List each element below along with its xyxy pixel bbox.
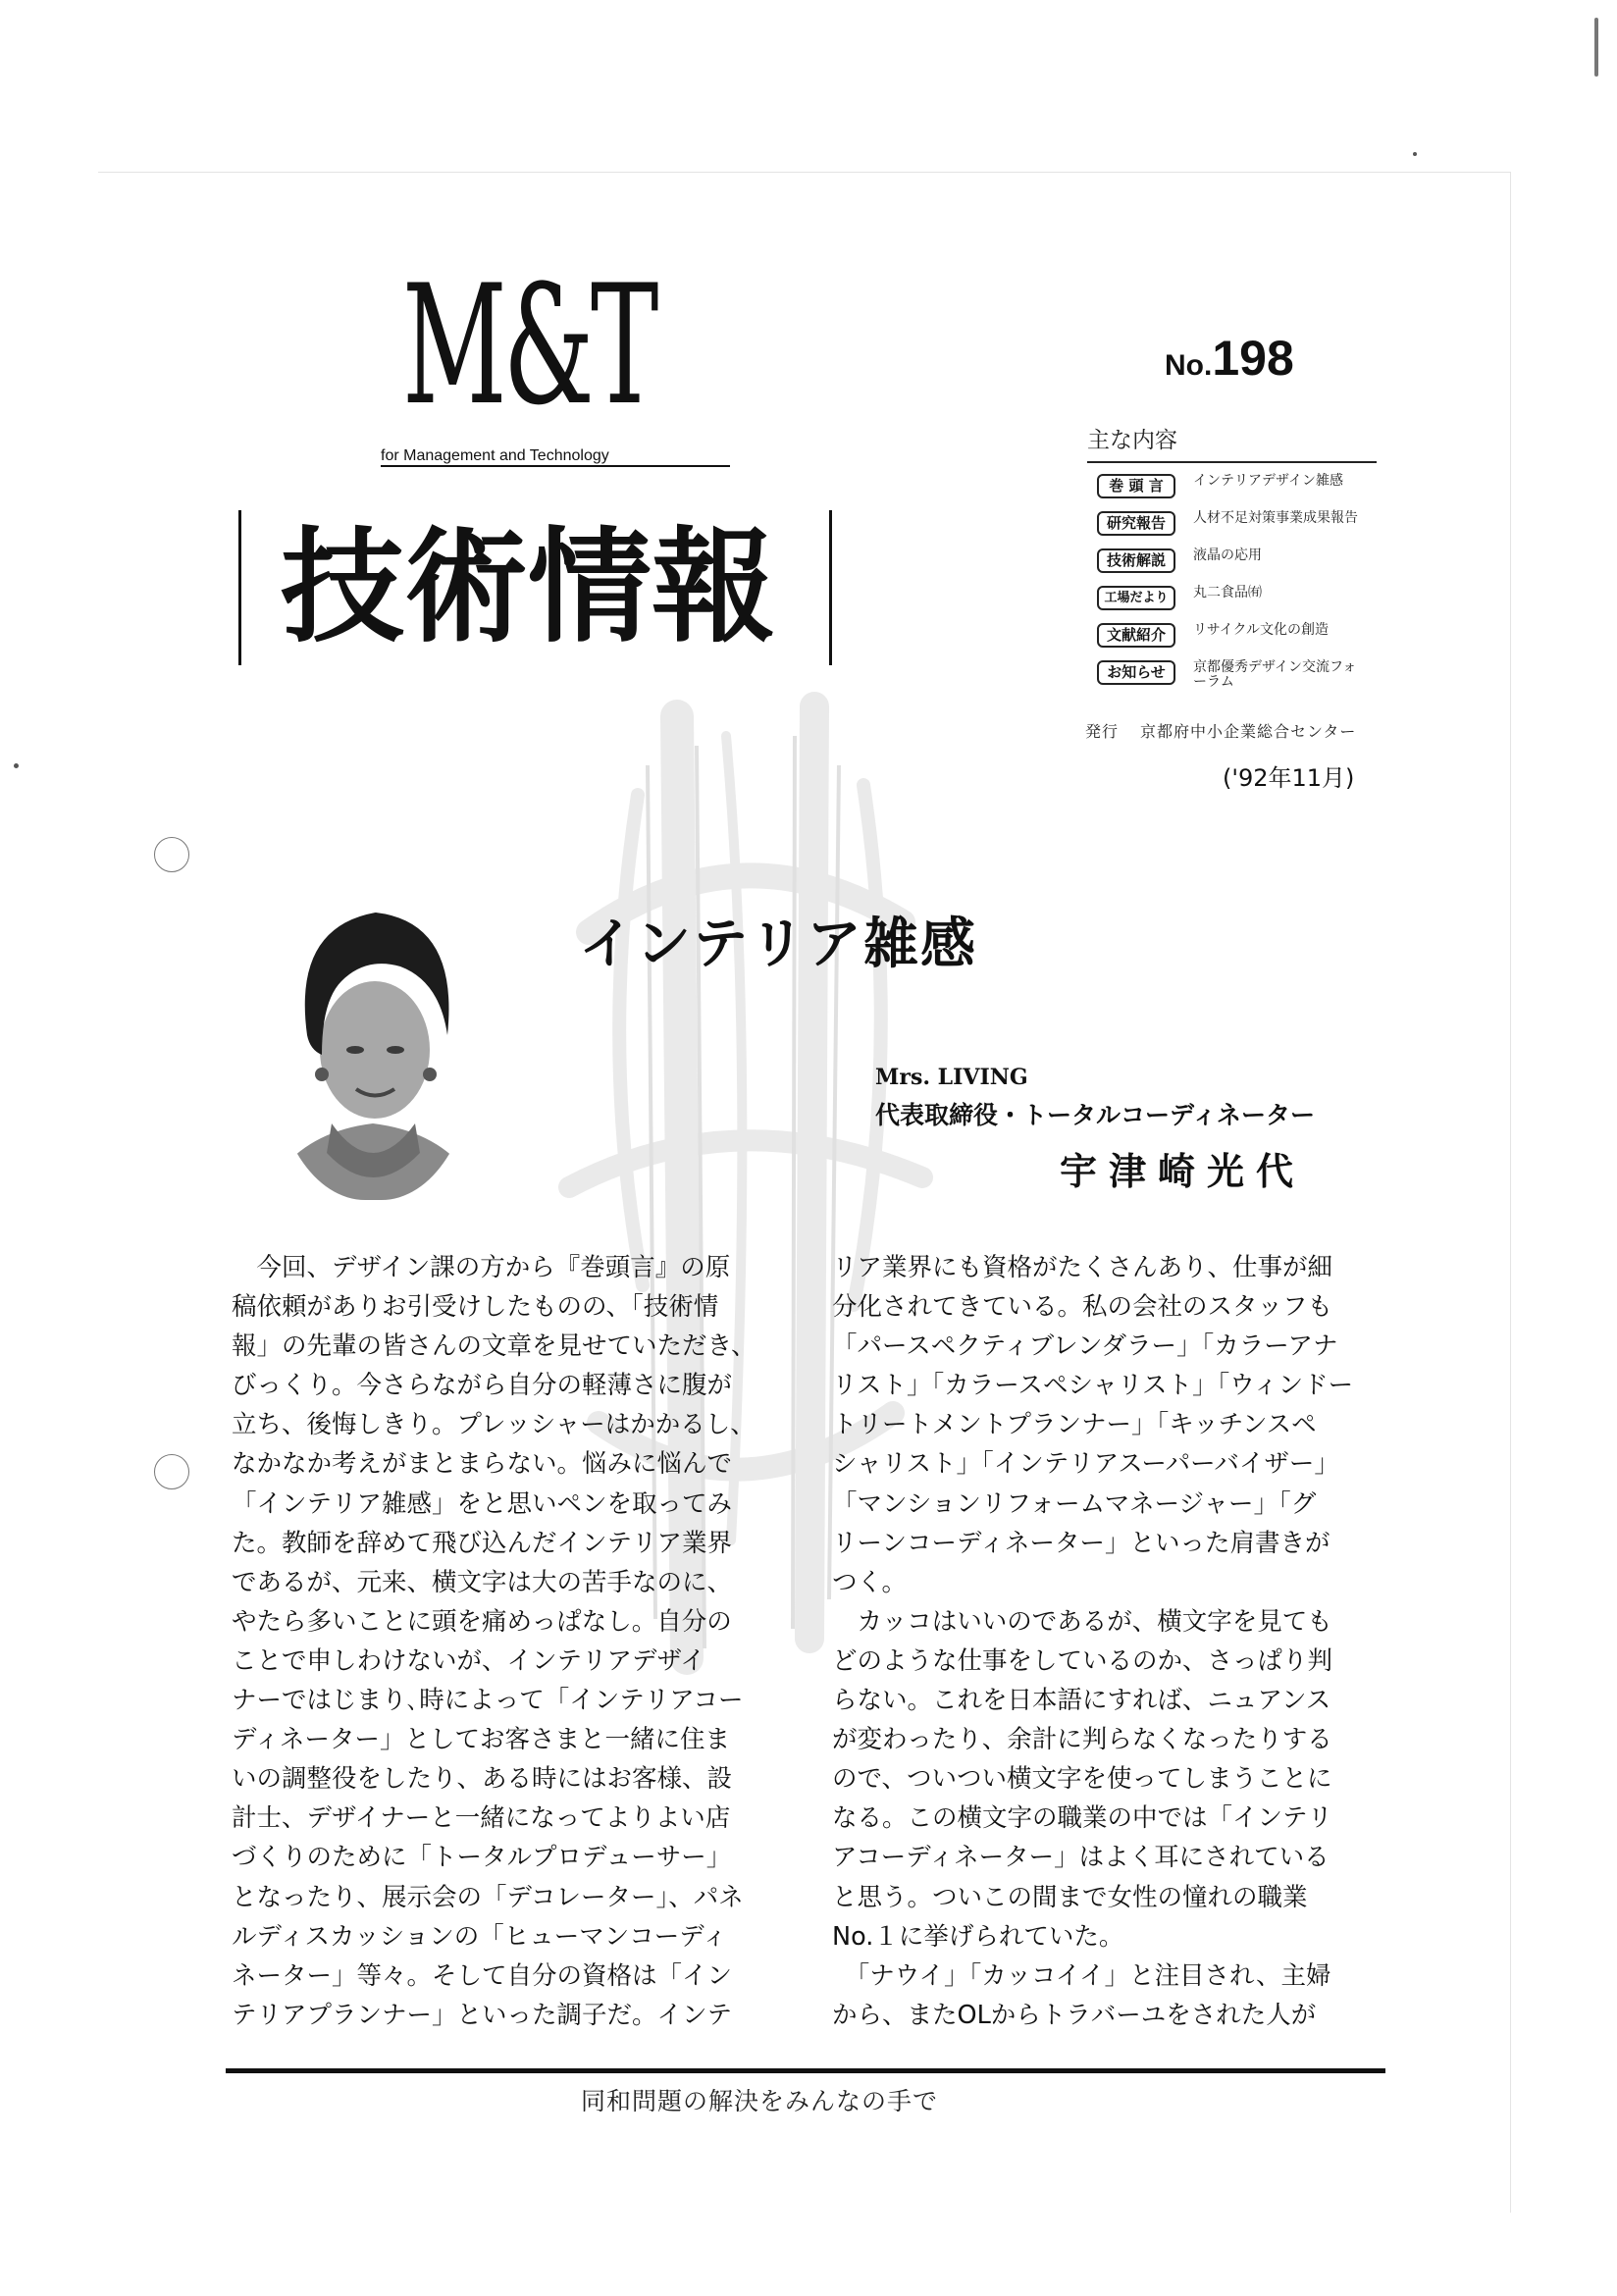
article-line: となったり、展示会の「デコレーター」、パネ: [232, 1882, 744, 1912]
contents-text: 丸二食品㈲: [1193, 585, 1262, 600]
article-line: 今回、デザイン課の方から『巻頭言』の原: [232, 1253, 731, 1282]
publisher-label: 発行: [1085, 722, 1120, 741]
article-line: なかなか考えがまとまらない。悩みに悩んで: [232, 1449, 733, 1480]
contents-item: [1097, 511, 1382, 545]
article-line: トリートメントプランナー」「キッチンスペ: [832, 1410, 1317, 1440]
publication-title-box: [238, 510, 832, 665]
article-line: らない。これを日本語にすれば、ニュアンス: [832, 1686, 1331, 1716]
issue-number: [1165, 330, 1294, 387]
scan-speck: [1594, 18, 1598, 77]
article-line: カッコはいいのであるが、横文字を見ても: [832, 1606, 1332, 1637]
article-line: なる。この横文字の職業の中では「インテリ: [832, 1803, 1333, 1834]
contents-item: [1097, 548, 1382, 582]
article-line: テリアプランナー」といった調子だ。インテ: [232, 2000, 733, 2030]
article-line: 報」の先輩の皆さんの文章を見せていただき、: [232, 1331, 756, 1362]
contents-item: [1097, 586, 1382, 619]
article-line: どのような仕事をしているのか、さっぱり判: [832, 1645, 1333, 1676]
publisher-line: [1085, 719, 1356, 742]
article-line: ルディスカッションの「ヒューマンコーディ: [232, 1921, 728, 1952]
article-line: 「インテリア雑感」をと思いペンを取ってみ: [232, 1488, 733, 1519]
article-line: から、またOLからトラバーユをされた人が: [832, 2000, 1317, 2030]
masthead-logo: [381, 249, 726, 474]
article-line: リーンコーディネーター」といった肩書きが: [832, 1528, 1330, 1558]
contents-item: [1097, 474, 1382, 507]
contents-tag: 文献紹介: [1097, 623, 1175, 648]
footer-divider: [226, 2068, 1385, 2073]
author-portrait: [273, 888, 474, 1200]
article-line: リスト」「カラースペシャリスト」「ウィンドー: [832, 1371, 1354, 1401]
article-line: アコーディネーター」はよく耳にされている: [832, 1843, 1330, 1873]
article-line: ナーではじまり､時によって「インテリアコー: [232, 1686, 744, 1716]
publication-title: 技術情報: [281, 515, 775, 659]
contents-text: リサイクル文化の創造: [1193, 622, 1330, 638]
issue-date: ('92年11月): [1223, 764, 1355, 792]
author-name: 宇津崎光代: [1060, 1150, 1306, 1193]
contents-text: 液晶の応用: [1193, 548, 1262, 563]
binder-hole: [154, 1454, 189, 1489]
article-line: 「マンションリフォームマネージャー」「グ: [832, 1488, 1317, 1519]
contents-tag: 巻 頭 言: [1097, 474, 1175, 498]
article-column-left: [232, 1248, 801, 2035]
issue-no-value: 198: [1212, 331, 1294, 386]
article-line: 稿依頼がありお引受けしたものの、「技術情: [232, 1292, 719, 1323]
article-line: ディネーター」としてお客さまと一緒に住ま: [232, 1725, 730, 1755]
article-line: やたら多いことに頭を痛めっぱなし。自分の: [232, 1606, 732, 1637]
article-line: 「ナウイ」「カッコイイ」と注目され、主婦: [832, 1960, 1331, 1991]
contents-tag: 工場だより: [1097, 586, 1175, 610]
contents-tag: お知らせ: [1097, 660, 1175, 685]
contents-divider: [1087, 461, 1377, 463]
article-line: た。教師を辞めて飛び込んだインテリア業界: [232, 1528, 733, 1558]
binder-hole: [154, 837, 189, 872]
article-line: つく。: [832, 1567, 907, 1597]
article-line: ネーター」等々。そして自分の資格は「イン: [232, 1960, 733, 1991]
article-line: 「パースペクティブレンダラー」「カラーアナ: [832, 1331, 1338, 1362]
article-line: が変わったり、余計に判らなくなったりする: [832, 1725, 1332, 1755]
contents-label: 主な内容: [1087, 428, 1177, 453]
article-line: 立ち、後悔しきり。プレッシャーはかかるし、: [232, 1410, 756, 1440]
contents-list: [1097, 474, 1382, 698]
contents-item: [1097, 623, 1382, 656]
article-line: 分化されてきている。私の会社のスタッフも: [832, 1292, 1333, 1323]
contents-item: [1097, 660, 1382, 694]
article-title: インテリア雑感: [579, 912, 977, 976]
contents-text: 人材不足対策事業成果報告: [1193, 510, 1358, 526]
article-line: であるが、元来、横文字は大の苦手なのに、: [232, 1567, 733, 1597]
article-line: シャリスト」「インテリアスーパーバイザー」: [832, 1449, 1339, 1480]
article-line: リア業界にも資格がたくさんあり、仕事が細: [832, 1253, 1333, 1282]
article-line: ことで申しわけないが、インテリアデザイ: [232, 1645, 705, 1676]
logo-subtitle: for Management and Technology: [381, 447, 730, 467]
contents-text: 京都優秀デザイン交流フォーラム: [1193, 659, 1357, 690]
author-organization: Mrs. LIVING: [875, 1065, 1028, 1090]
contents-tag: 研究報告: [1097, 511, 1175, 536]
article-line: びっくり。今さらながら自分の軽薄さに腹が: [232, 1371, 733, 1401]
publisher-name: 京都府中小企業総合センター: [1140, 722, 1357, 741]
article-line: ので、ついつい横文字を使ってしまうことに: [832, 1764, 1332, 1795]
article-line: No.１に挙げられていた。: [832, 1921, 1124, 1952]
scan-speck: [14, 763, 19, 768]
scan-speck: [1413, 152, 1417, 156]
article-line: づくりのために「トータルプロデューサー」: [232, 1843, 732, 1873]
logo-text: M&T: [402, 249, 655, 442]
issue-no-label: No.: [1165, 349, 1213, 382]
article-line: いの調整役をしたり、ある時にはお客様、設: [232, 1764, 733, 1795]
footer-slogan: 同和問題の解決をみんなの手で: [581, 2087, 939, 2115]
author-role: 代表取締役・トータルコーディネーター: [875, 1101, 1316, 1129]
contents-text: インテリアデザイン雑感: [1193, 473, 1344, 489]
contents-tag: 技術解説: [1097, 548, 1175, 573]
article-line: と思う。ついこの間まで女性の憧れの職業: [832, 1882, 1308, 1912]
article-line: 計士、デザイナーと一緒になってよりよい店: [232, 1803, 731, 1834]
article-column-right: [832, 1248, 1421, 2035]
